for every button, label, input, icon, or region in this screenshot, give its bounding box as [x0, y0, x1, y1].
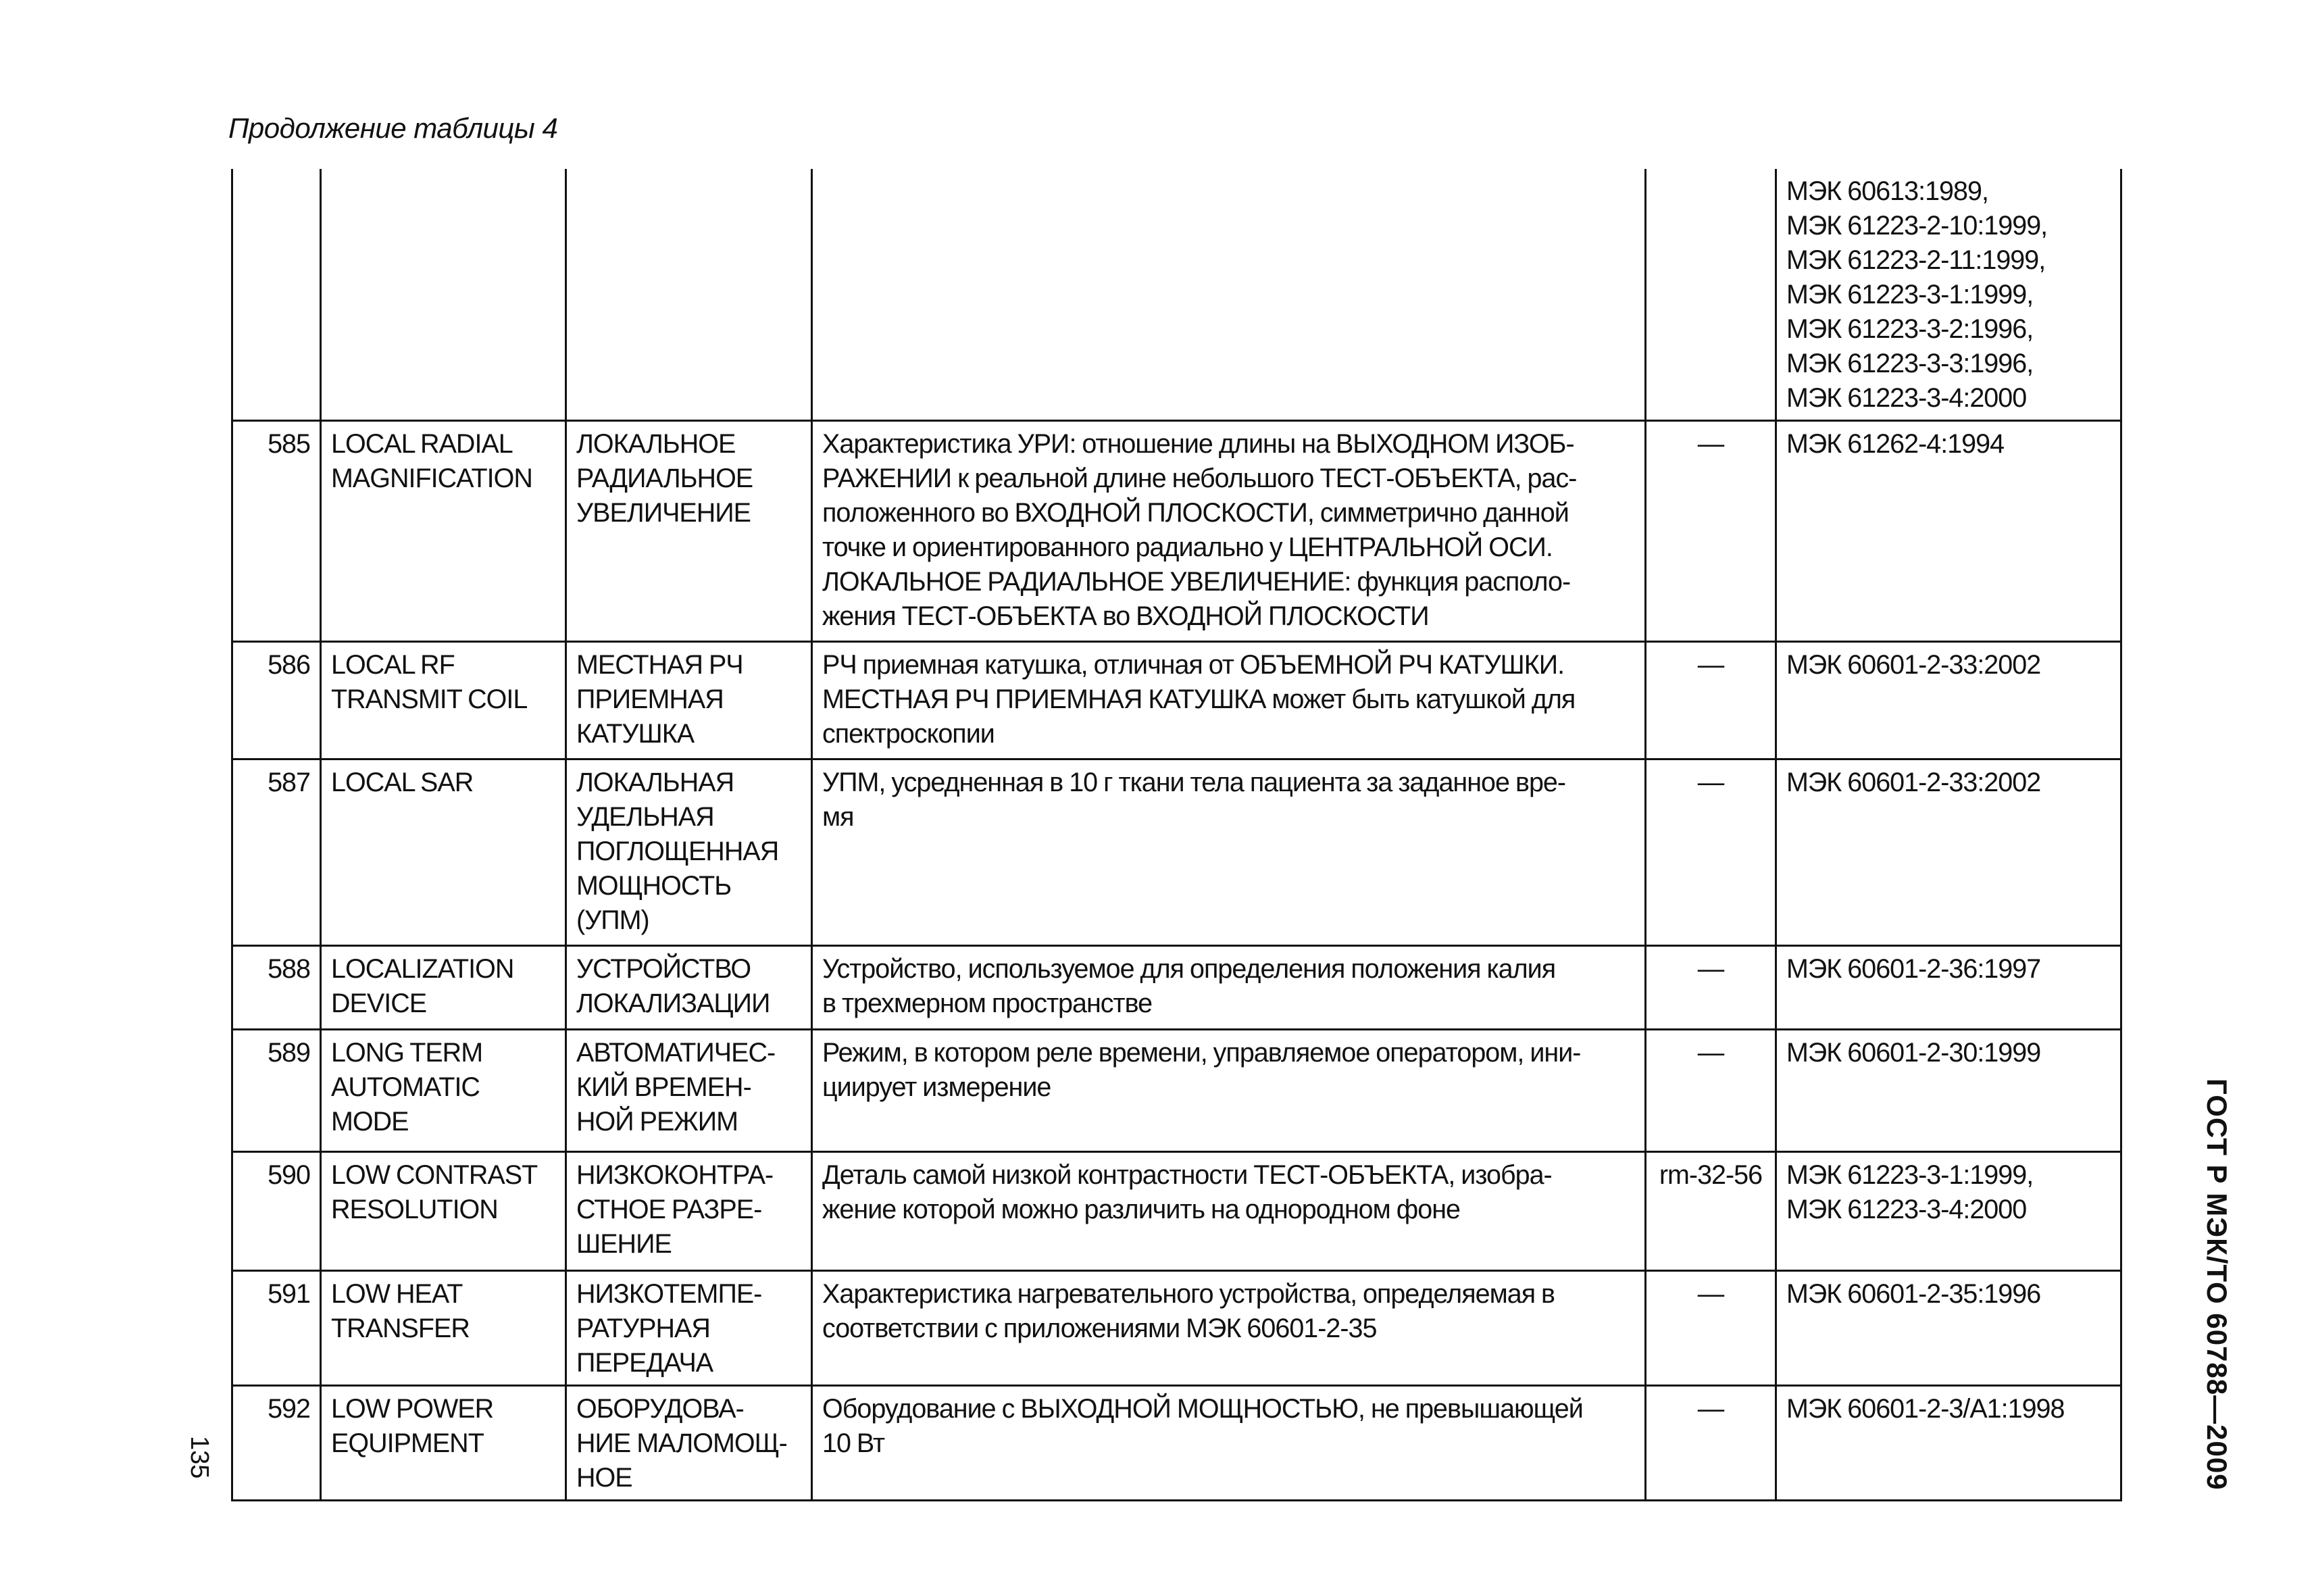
row-number: 588 — [232, 946, 321, 1030]
term-designation: — — [1646, 946, 1776, 1030]
table-caption: Продолжение таблицы 4 — [228, 112, 558, 144]
source-standard: МЭК 61262-4:1994 — [1776, 421, 2121, 642]
row-number: 587 — [232, 759, 321, 946]
row-number: 591 — [232, 1271, 321, 1386]
table-row — [232, 1271, 2121, 1386]
term-english: LONG TERM AUTOMATIC MODE — [321, 1030, 566, 1152]
table-row — [232, 642, 2121, 759]
page-number: 135 — [185, 1436, 213, 1479]
table-row — [232, 759, 2121, 946]
terms-table — [231, 169, 2122, 1501]
table-row — [232, 169, 2121, 421]
term-russian: ОБОРУДОВА- НИЕ МАЛОМОЩ- НОЕ — [566, 1386, 812, 1501]
term-designation: — — [1646, 421, 1776, 642]
source-standard: МЭК 60601-2-30:1999 — [1776, 1030, 2121, 1152]
term-english: LOW CONTRAST RESOLUTION — [321, 1152, 566, 1271]
source-standard: МЭК 60601-2-33:2002 — [1776, 642, 2121, 759]
term-english: LOW HEAT TRANSFER — [321, 1271, 566, 1386]
row-number: 585 — [232, 421, 321, 642]
term-english: LOCAL SAR — [321, 759, 566, 946]
term-designation: — — [1646, 642, 1776, 759]
row-number: 592 — [232, 1386, 321, 1501]
term-definition: Характеристика нагревательного устройства, определяемая в соответствии с приложениями МЭК 60601-2-35 — [812, 1271, 1646, 1386]
source-standard: МЭК 60601-2-3/А1:1998 — [1776, 1386, 2121, 1501]
term-designation: rm-32-56 — [1646, 1152, 1776, 1271]
term-designation: — — [1646, 1030, 1776, 1152]
term-russian: ЛОКАЛЬНОЕ РАДИАЛЬНОЕ УВЕЛИЧЕНИЕ — [566, 421, 812, 642]
term-russian: НИЗКОТЕМПЕ- РАТУРНАЯ ПЕРЕДАЧА — [566, 1271, 812, 1386]
term-russian: МЕСТНАЯ РЧ ПРИЕМНАЯ КАТУШКА — [566, 642, 812, 759]
term-definition: Устройство, используемое для определения положения калия в трехмерном пространстве — [812, 946, 1646, 1030]
term-designation: — — [1646, 1271, 1776, 1386]
term-definition: РЧ приемная катушка, отличная от ОБЪЕМНОЙ РЧ КАТУШКИ. МЕСТНАЯ РЧ ПРИЕМНАЯ КАТУШКА может быть катушкой для спектроскопии — [812, 642, 1646, 759]
source-standard: МЭК 60601-2-33:2002 — [1776, 759, 2121, 946]
term-designation: — — [1646, 1386, 1776, 1501]
standard-code: ГОСТ Р МЭК/ТО 60788—2009 — [2201, 1078, 2233, 1491]
row-number: 589 — [232, 1030, 321, 1152]
term-english: LOCAL RF TRANSMIT COIL — [321, 642, 566, 759]
term-definition: Режим, в котором реле времени, управляемое оператором, ини- циирует измерение — [812, 1030, 1646, 1152]
term-russian: АВТОМАТИЧЕС- КИЙ ВРЕМЕН- НОЙ РЕЖИМ — [566, 1030, 812, 1152]
table-row — [232, 1152, 2121, 1271]
term-english — [321, 169, 566, 421]
row-number — [232, 169, 321, 421]
source-standard: МЭК 61223-3-1:1999, МЭК 61223-3-4:2000 — [1776, 1152, 2121, 1271]
term-designation: — — [1646, 759, 1776, 946]
table-row — [232, 946, 2121, 1030]
term-russian: УСТРОЙСТВО ЛОКАЛИЗАЦИИ — [566, 946, 812, 1030]
term-english: LOCAL RADIAL MAGNIFICATION — [321, 421, 566, 642]
term-definition: УПМ, усредненная в 10 г ткани тела пациента за заданное вре- мя — [812, 759, 1646, 946]
term-definition: Характеристика УРИ: отношение длины на ВЫХОДНОМ ИЗОБ- РАЖЕНИИ к реальной длине небольшого ТЕСТ-ОБЪЕКТА, рас- положенного во ВХОДНОЙ ПЛОСКОСТИ, симметрично данной точке и ориентированного радиально у ЦЕНТРАЛЬНОЙ ОСИ. ЛОКАЛЬНОЕ РАДИАЛЬНОЕ УВЕЛИЧЕНИЕ: функция располо- жения ТЕСТ-ОБЪЕКТА во ВХОДНОЙ ПЛОСКОСТИ — [812, 421, 1646, 642]
term-russian: НИЗКОКОНТРА- СТНОЕ РАЗРЕ- ШЕНИЕ — [566, 1152, 812, 1271]
source-standard: МЭК 60601-2-35:1996 — [1776, 1271, 2121, 1386]
row-number: 590 — [232, 1152, 321, 1271]
table-row — [232, 421, 2121, 642]
term-english: LOCALIZATION DEVICE — [321, 946, 566, 1030]
source-standard: МЭК 60613:1989, МЭК 61223-2-10:1999, МЭК 61223-2-11:1999, МЭК 61223-3-1:1999, МЭК 61223-3-2:1996, МЭК 61223-3-3:1996, МЭК 61223-3-4:2000 — [1776, 169, 2121, 421]
term-designation — [1646, 169, 1776, 421]
row-number: 586 — [232, 642, 321, 759]
term-definition — [812, 169, 1646, 421]
term-definition: Деталь самой низкой контрастности ТЕСТ-ОБЪЕКТА, изобра- жение которой можно различить на однородном фоне — [812, 1152, 1646, 1271]
table-row — [232, 1386, 2121, 1501]
table-row — [232, 1030, 2121, 1152]
term-russian: ЛОКАЛЬНАЯ УДЕЛЬНАЯ ПОГЛОЩЕННАЯ МОЩНОСТЬ (УПМ) — [566, 759, 812, 946]
source-standard: МЭК 60601-2-36:1997 — [1776, 946, 2121, 1030]
term-definition: Оборудование с ВЫХОДНОЙ МОЩНОСТЬЮ, не превышающей 10 Вт — [812, 1386, 1646, 1501]
term-russian — [566, 169, 812, 421]
term-english: LOW POWER EQUIPMENT — [321, 1386, 566, 1501]
